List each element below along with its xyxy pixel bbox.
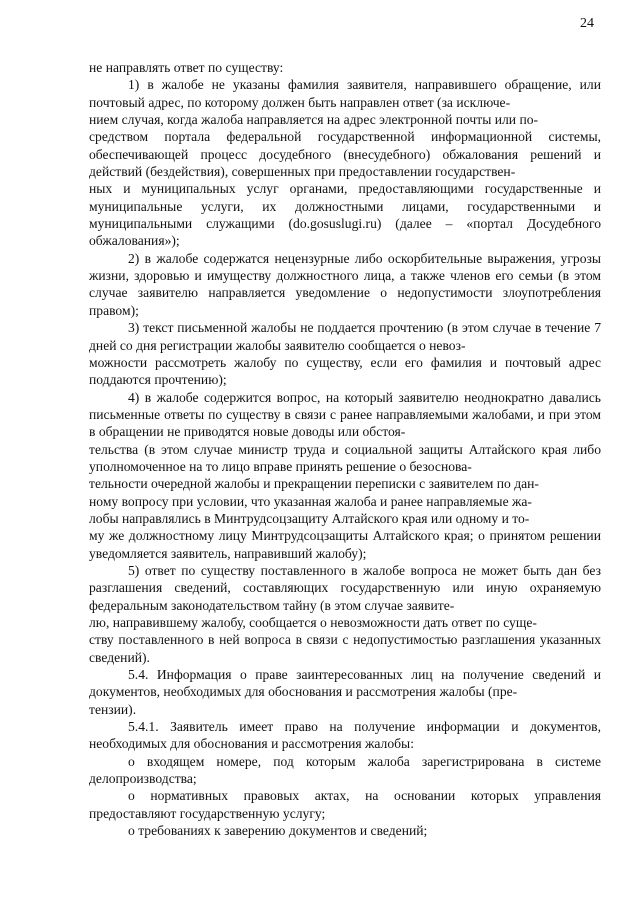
document-body	[89, 59, 601, 839]
paragraph-intro: не направлять ответ по существу:	[89, 60, 284, 75]
paragraph-item-1: 1) в жалобе не указаны фамилия заявителя, направившего обращение, или почтовый адрес, по которому должен быть направлен ответ (за исключе- нием случая, когда жалоба направляется на адрес электронной почты или по- средством портала федеральной государственной информационной системы, обеспечивающей процесс досудебного (внесудебного) обжалования решений и действий (бездействия), совершенных при предоставлении государствен- ных и муниципальных услуг органами, предоставляющими государственные и муниципальные услуги, их должностными лицами, государственными и муниципальными служащими (do.gosuslugi.ru) (далее – «портал Досудебного обжалования»);	[89, 77, 601, 249]
paragraph-item-2: 2) в жалобе содержатся нецензурные либо оскорбительные выражения, угрозы жизни, здоровью и имуществу должностного лица, а также членов его семьи (в этом случае заявителю направляется уведомление о недопустимости злоупотребления правом);	[89, 250, 601, 318]
paragraph-item-3: 3) текст письменной жалобы не поддается прочтению (в этом случае в течение 7 дней со дня регистрации жалобы заявителю сообщается о невоз- можности рассмотреть жалобу по существу, если его фамилия и почтовый адрес поддаются прочтению);	[89, 320, 601, 388]
section-5-4-heading: 5.4. Информация о праве заинтересованных лиц на получение сведений и документов, необходимых для обоснования и рассмотрения жалобы (пре- тензии).	[89, 667, 601, 717]
page-number: 24	[580, 16, 594, 31]
list-item-incoming-number: о входящем номере, под которым жалоба зарегистрирована в системе делопроизводства;	[89, 753, 601, 787]
paragraph-item-4: 4) в жалобе содержится вопрос, на который заявителю неоднократно давались письменные ответы по существу в связи с ранее направляемыми жалобами, и при этом в обращении не приводятся новые доводы или обстоя- тельства (в этом случае министр труда и социальной защиты Алтайского края либо уполномоченное на то лицо вправе принять решение о безоснова- тельности очередной жалобы и прекращении переписки с заявителем по дан- ному вопросу при условии, что указанная жалоба и ранее направляемые жа- лобы направлялись в Минтрудсоцзащиту Алтайского края или одному и то- му же должностному лицу Минтрудсоцзащиты Алтайского края; о принятом решении уведомляется заявитель, направивший жалобу);	[89, 389, 601, 561]
paragraph-item-5: 5) ответ по существу поставленного в жалобе вопроса не может быть дан без разглашения сведений, составляющих государственную или иную охраняемую федеральным законодательством тайну (в этом случае заявите- лю, направившему жалобу, сообщается о невозможности дать ответ по суще- ству поставленного в ней вопроса в связи с недопустимостью разглашения указанных сведений).	[89, 562, 601, 665]
section-5-4-1: 5.4.1. Заявитель имеет право на получение информации и документов, необходимых для обоснования и рассмотрения жалобы:	[89, 719, 601, 752]
list-item-legal-acts: о нормативных правовых актах, на основании которых управления предоставляют государственную услугу;	[89, 788, 601, 821]
list-item-certification: о требованиях к заверению документов и сведений;	[128, 823, 428, 839]
